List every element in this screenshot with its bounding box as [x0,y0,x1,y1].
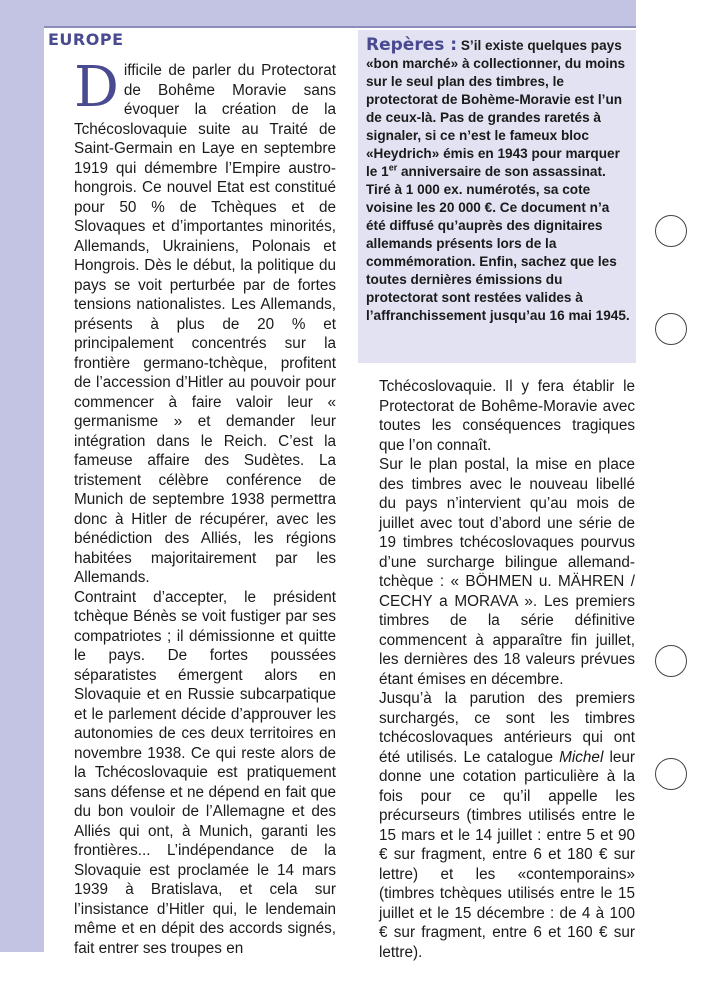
paragraph-text: Jusqu’à la parution des premiers surchargés, ce sont les timbres tchécoslovaques antérieurs qui ont été utilisés. Le catalogue [379,690,635,766]
binder-hole [655,215,687,247]
drop-cap: D [74,55,119,120]
article-paragraph [379,689,635,962]
section-title: EUROPE [48,30,124,49]
reperes-title: Repères : [366,35,458,55]
article-paragraph: Tchécoslovaquie. Il y fera établir le Protectorat de Bohême-Moravie avec toutes les conséquences tragiques que l’on connaît. [379,378,635,454]
binder-hole [655,758,687,790]
article-column-right [379,377,635,962]
binder-hole [655,313,687,345]
header-rule [44,26,636,28]
reperes-superscript: er [388,162,398,173]
article-column-left [74,55,336,958]
article-paragraph [74,55,336,588]
binder-hole [655,645,687,677]
page-sidebar-band [0,0,44,952]
catalogue-name: Michel [559,748,604,766]
page-header-band [0,0,636,26]
article-paragraph: Sur le plan postal, la mise en place des timbres avec le nouveau libellé du pays n’intervient qu’au mois de juillet avec tout d’abord une série de 19 timbres tchécoslovaques pourvus d’une surcharge bilingue allemand-tchèque : « BÖHMEN u. MÄHREN / CECHY a MORAVA ». Les premiers timbres de la série définitive commencent à apparaître fin juillet, les dernières des 18 valeurs prévues étant émises en décembre. [379,456,635,688]
paragraph-text: ifficile de parler du Protectorat de Bohême Moravie sans évoquer la création de la Tchécoslovaquie suite au Traité de Saint-Germain en Laye en septembre 1919 qui démembre l’Empire austro-hongrois. Ce nouvel Etat est constitué pour 50 % de Tchèques et de Slovaques et d’importantes minorités, Allemands, Ukrainiens, Polonais et Hongrois. Dès le début, la politique du pays se voit perturbée par de fortes tensions nationalistes. Les Allemands, présents à plus de 20 % et principalement concentrés sur la frontière germano-tchèque, profitent de l’accession d’Hitler au pouvoir pour commencer à faire valoir leur « germanisme » et demander leur intégration dans le Reich. C’est la fameuse affaire des Sudètes. La tristement célèbre conférence de Munich de septembre 1938 permettra donc à Hitler de récupérer, avec les bénédiction des Alliés, les régions habitées majoritairement par les Allemands. [74,62,336,586]
reperes-text [366,36,630,325]
reperes-body-2: anniversaire de son assassinat. Tiré à 1 000 ex. numérotés, sa cote voisine les 20 000 €. Ce document n’a été diffusé qu’auprès des dignitaires allemands présents lors de la commémoration. Enfin, sachez que les toutes dernières émissions du protectorat sont restées valides à l’affranchissement jusqu’au 16 mai 1945. [366,164,630,323]
article-paragraph: Contraint d’accepter, le président tchèque Bénès se voit fustiger par ses compatriotes ; il démissionne et quitte le pays. De fortes poussées séparatistes émergent alors en Slovaquie et en Russie subcarpatique et le parlement décide d’approuver les autonomies de ces deux territoires en novembre 1938. Ce qui reste alors de la Tchécoslovaquie est pratiquement sans défense et ne dépend en fait que du bon vouloir de l’Allemagne et des Alliés qui ont, à Munich, garanti les frontières... L’indépendance de la Slovaquie est proclamée le 14 mars 1939 à Bratislava, et cela sur l’insistance d’Hitler qui, le lendemain même et en dépit des accords signés, fait entrer ses troupes en [74,588,336,957]
reperes-body-1: S’il existe quelques pays «bon marché» à collectionner, du moins sur le seul plan des timbres, le protectorat de Bohème-Moravie est l’un de ceux-là. Pas de grandes raretés à signaler, si ce n’est le fameux bloc «Heydrich» émis en 1943 pour marquer le 1 [366,38,626,179]
paragraph-text: leur donne une cotation particulière à la fois pour ce qu’il appelle les précurseurs (timbres utilisés entre le 15 mars et le 14 juillet : entre 5 et 90 € sur fragment, entre 6 et 180 € sur lettre) et les «contemporains» (timbres tchèques utilisés entre le 15 juillet et le 15 décembre : de 4 à 100 € sur fragment, entre 6 et 160 € sur lettre). [379,748,635,961]
